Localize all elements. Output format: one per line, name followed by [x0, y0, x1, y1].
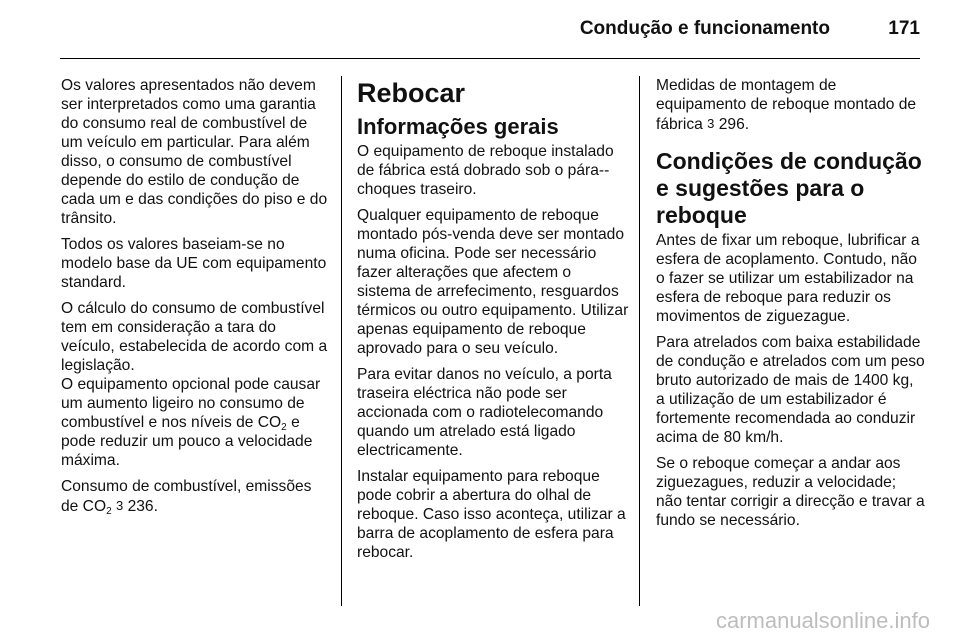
page-reference[interactable]: 236. [127, 498, 158, 515]
column-divider [341, 76, 342, 606]
column-2 [357, 78, 629, 569]
paragraph: Todos os valores baseiam-se no modelo base da UE com equipamento standard. [61, 236, 327, 291]
heading-rebocar: Rebocar [357, 78, 466, 108]
paragraph: O equipamento de reboque instalado de fábrica está dobrado sob o pára--choques traseiro. [357, 143, 614, 198]
page-reference-icon: 3 [115, 498, 124, 513]
co2-subscript: 2 [281, 422, 287, 433]
co2-subscript: 2 [106, 506, 112, 517]
paragraph: Instalar equipamento para reboque pode cobrir a abertura do olhal de reboque. Caso isso aconteça, utilizar a barra de acoplamento de esfera para rebocar. [357, 468, 626, 561]
column-divider [639, 76, 640, 606]
paragraph: Consumo de combustível, emissões de $CO_2$ 3 236. [61, 478, 312, 517]
column-1 [61, 76, 331, 523]
paragraph: Os valores apresentados não devem ser interpretados como uma garantia do consumo real de combustível de um veículo em particular. Para além disso, o consumo de combustível depende do estilo de condução de cada um e das condições do piso e do trânsito. [61, 77, 328, 227]
page-reference[interactable]: 296. [718, 116, 750, 133]
watermark: carmanualsonline.info [715, 608, 930, 633]
paragraph: Se o reboque começar a andar aos ziguezagues, reduzir a velocidade; não tentar corrigir a direcção e travar a fundo se necessário. [656, 455, 925, 529]
paragraph: O equipamento opcional pode causar um aumento ligeiro no consumo de combustível e nos níveis de $CO_2$ e pode reduzir um pouco a velocidade máxima. [61, 376, 321, 469]
page-number: 171 [888, 18, 920, 39]
paragraph: O cálculo do consumo de combustível tem em consideração a tara do veículo, estabelecida de acordo com a legislação. [61, 300, 328, 374]
paragraph: Qualquer equipamento de reboque montado pós-venda deve ser montado numa oficina. Pode ser necessário fazer alterações que afectem o sistema de arrefecimento, resguardos térmicos ou outro equipamento. Utilizar apenas equipamento de reboque aprovado para o seu veículo. [357, 207, 629, 357]
paragraph: Antes de fixar um reboque, lubrificar a esfera de acoplamento. Contudo, não o fazer se utilizar um estabilizador na esfera de reboque para reduzir os movimentos de ziguezague. [656, 232, 920, 325]
section-title: Condução e funcionamento [579, 18, 830, 39]
page-header [60, 14, 920, 48]
heading-driving-conditions: Condições de condução e sugestões para o reboque [656, 148, 922, 228]
paragraph: Para evitar danos no veículo, a porta traseira eléctrica não pode ser accionada com o radiotelecomando quando um atrelado está ligado electricamente. [357, 366, 612, 459]
subheading-general-info: Informações gerais [357, 114, 559, 139]
header-divider [60, 58, 920, 59]
page-reference-icon: 3 [707, 116, 715, 131]
paragraph: Para atrelados com baixa estabilidade de condução e atrelados com um peso bruto autorizado de mais de 1400 kg, a utilização de um estabilizador é fortemente recomendada ao conduzir acima de 80 km/h. [656, 334, 925, 446]
column-3 [656, 76, 926, 537]
paragraph: Medidas de montagem de equipamento de reboque montado de fábrica 3 296. [656, 77, 917, 133]
